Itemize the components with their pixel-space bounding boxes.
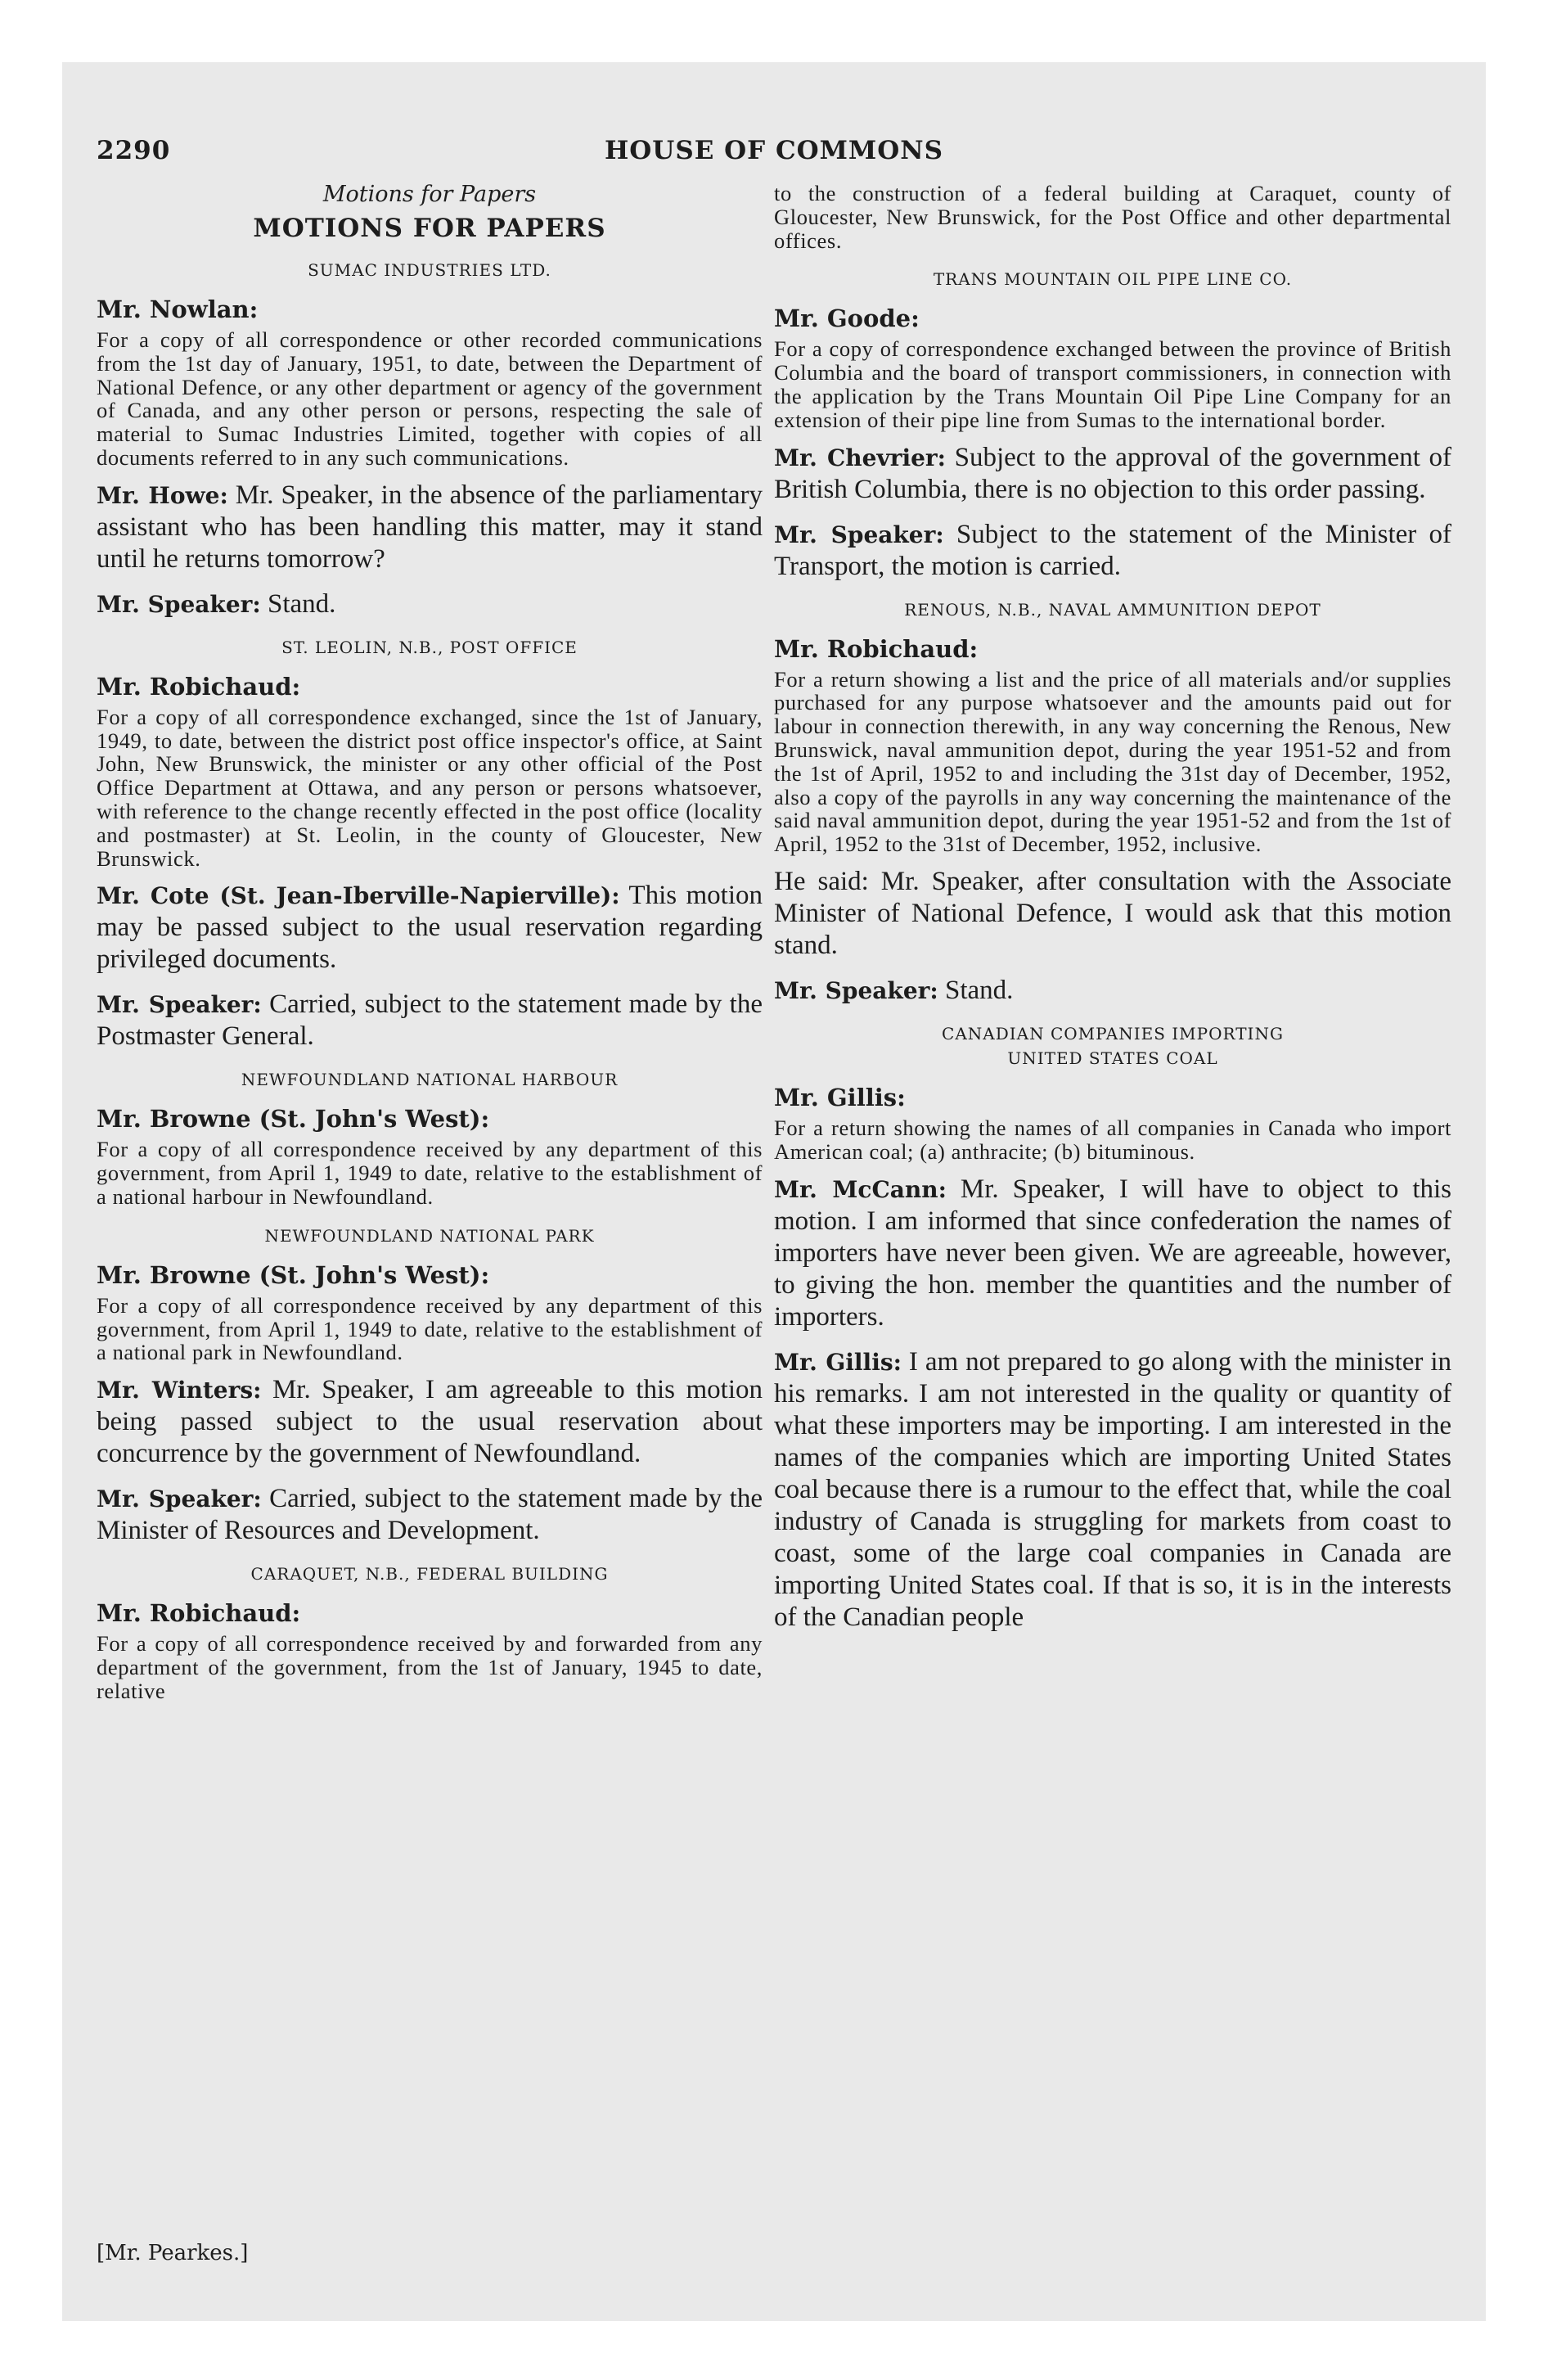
heading-trans-mountain: TRANS MOUNTAIN OIL PIPE LINE CO.: [933, 269, 1293, 290]
speech-text: Stand.: [260, 588, 336, 619]
heading-renous: RENOUS, N.B., NAVAL AMMUNITION DEPOT: [904, 599, 1321, 620]
running-head: HOUSE OF COMMONS: [605, 136, 943, 165]
speaker-robichaud: Mr. Robichaud:: [97, 672, 301, 701]
speaker-nowlan: Mr. Nowlan:: [97, 295, 259, 323]
speech-he-said: He said: Mr. Speaker, after consultation with the Associate Minister of National Defence, I would ask that this motion stand.: [774, 866, 1451, 960]
speaker-label: Mr. Speaker:: [774, 976, 938, 1004]
speech-text: This motion may be passed subject to the usual reservation regarding privileged documents.: [97, 881, 763, 975]
speech-winters: [97, 1374, 763, 1470]
speech-text: Carried, subject to the statement made by the Postmaster General.: [97, 989, 763, 1052]
speaker-goode: Mr. Goode:: [774, 304, 920, 333]
speech-gillis: [774, 1346, 1451, 1634]
motion-text-caraquet-cont: to the construction of a federal building at Caraquet, county of Gloucester, New Brunswick, for the Post Office and other departmental offices.: [774, 181, 1451, 253]
page-header: [97, 136, 1451, 169]
speech-text: Stand.: [938, 975, 1014, 1005]
speaker-browne: Mr. Browne (St. John's West):: [97, 1105, 490, 1134]
heading-st-leolin: ST. LEOLIN, N.B., POST OFFICE: [281, 637, 578, 657]
speech-speaker-stand: [97, 588, 763, 620]
speech-speaker-stand: [774, 975, 1451, 1007]
footer-speaker: [Mr. Pearkes.]: [97, 2241, 249, 2265]
speaker-gillis: Mr. Gillis:: [774, 1083, 906, 1111]
motion-text-st-leolin: For a copy of all correspondence exchanged, since the 1st of January, 1949, to date, between the district post office inspector's office, at Saint John, New Brunswick, the minister or any other official of the Post Office Department at Ottawa, and any person or persons whatsoever, with reference to the change recently effected in the post office (locality and postmaster) at St. Leolin, in the county of Gloucester, New Brunswick.: [97, 704, 763, 871]
speaker-label: Mr. Howe:: [97, 481, 228, 509]
heading-coal-line1: CANADIAN COMPANIES IMPORTING: [942, 1023, 1284, 1044]
speaker-label: Mr. Speaker:: [97, 590, 261, 618]
speaker-robichaud: Mr. Robichaud:: [97, 1599, 301, 1628]
speech-text: I am not prepared to go along with the minister in his remarks. I am not interested in the quality or quantity of what these importers may be importing. I am interested in the names of the companies which are importing United States coal because there is a rumour to the effect that, while the coal industry of Canada is struggling for markets from coast to coast, some of the large coal companies in Canada are importing United States coal. If that is so, it is in the interests of the Canadian people: [774, 1346, 1452, 1632]
speech-cote: [97, 880, 763, 976]
heading-nfld-park: NEWFOUNDLAND NATIONAL PARK: [264, 1225, 595, 1246]
heading-coal-line2: UNITED STATES COAL: [1007, 1048, 1218, 1068]
speech-speaker-carried: [774, 519, 1451, 583]
speech-howe: [97, 480, 763, 575]
motion-text-trans-mountain: For a copy of correspondence exchanged between the province of British Columbia and the board of transport commissioners, in connection with the application by the Trans Mountain Oil Pipe Line Company for an extension of their pipe line from Sumas to the international border.: [774, 336, 1451, 432]
heading-sumac: SUMAC INDUSTRIES LTD.: [308, 260, 551, 280]
left-column: [97, 182, 763, 1713]
speech-text: Carried, subject to the statement made by the Minister of Resources and Development.: [97, 1484, 763, 1546]
speaker-label: Mr. Speaker:: [97, 991, 262, 1019]
motion-text-sumac: For a copy of all correspondence or other recorded communications from the 1st day of January, 1951, to date, between the Department of National Defence, or any other department or agency of the government of Canada, and any other person or persons, respecting the sale of material to Sumac Industries Limited, together with copies of all documents referred to in any such communications.: [97, 327, 763, 470]
right-column: [774, 182, 1451, 1647]
speaker-label: Mr. McCann:: [774, 1175, 947, 1203]
speech-text: Subject to the statement of the Minister of Transport, the motion is carried.: [774, 519, 1451, 581]
motion-text-park: For a copy of all correspondence received by any department of this government, from April 1, 1949 to date, relative to the establishment of a national park in Newfoundland.: [97, 1292, 763, 1365]
heading-caraquet: CARAQUET, N.B., FEDERAL BUILDING: [250, 1564, 609, 1584]
sub-head: Motions for Papers: [322, 182, 537, 207]
speaker-label: Mr. Gillis:: [774, 1348, 902, 1376]
speech-speaker-carried: [97, 989, 763, 1053]
speaker-label: Mr. Winters:: [97, 1377, 262, 1404]
speaker-label: Mr. Speaker:: [97, 1485, 262, 1513]
speaker-browne: Mr. Browne (St. John's West):: [97, 1260, 490, 1289]
hansard-page: [62, 62, 1486, 2321]
section-title: MOTIONS FOR PAPERS: [253, 214, 606, 243]
speech-speaker-carried: [97, 1483, 763, 1547]
motion-text-harbour: For a copy of all correspondence received by any department of this government, from April 1, 1949 to date, relative to the establishment of a national harbour in Newfoundland.: [97, 1137, 763, 1209]
speech-text: Mr. Speaker, I will have to object to this motion. I am informed that since confederation the names of importers have never been given. We are agreeable, however, to giving the hon. member the quantities and the number of importers.: [774, 1174, 1451, 1332]
speaker-label: Mr. Chevrier:: [774, 444, 947, 471]
motion-text-renous: For a return showing a list and the price of all materials and/or supplies purchased for any purpose whatsoever and the amounts paid out for labour in connection therewith, in any way concerning the Renous, New Brunswick, naval ammunition depot, during the year 1951-52 and from the 1st of April, 1952 to and including the 31st day of December, 1952, also a copy of the payrolls in any way concerning the maintenance of the said naval ammunition depot, during the year 1951-52 and from the 1st of April, 1952 to the 31st of December, 1952, inclusive.: [774, 666, 1451, 857]
speech-text: Subject to the approval of the government of British Columbia, there is no objection to this order passing.: [774, 442, 1451, 504]
heading-coal: [774, 1021, 1451, 1071]
motion-text-coal: For a return showing the names of all companies in Canada who import American coal; (a) anthracite; (b) bituminous.: [774, 1115, 1451, 1164]
speaker-label: Mr. Cote (St. Jean-Iberville-Napierville):: [97, 882, 620, 910]
page-number: 2290: [97, 136, 171, 165]
speech-mccann: [774, 1174, 1451, 1333]
speaker-label: Mr. Speaker:: [774, 521, 944, 548]
motion-text-caraquet: For a copy of all correspondence received by and forwarded from any department of the government, from the 1st of January, 1945 to date, relative: [97, 1631, 763, 1703]
heading-nfld-harbour: NEWFOUNDLAND NATIONAL HARBOUR: [241, 1070, 619, 1090]
speaker-robichaud: Mr. Robichaud:: [774, 634, 979, 663]
speech-text: Mr. Speaker, in the absence of the parliamentary assistant who has been handling this matter, may it stand until he returns tomorrow?: [97, 480, 763, 574]
speech-chevrier: [774, 442, 1451, 506]
speech-text: Mr. Speaker, I am agreeable to this motion being passed subject to the usual reservation about concurrence by the government of Newfoundland.: [97, 1375, 763, 1469]
